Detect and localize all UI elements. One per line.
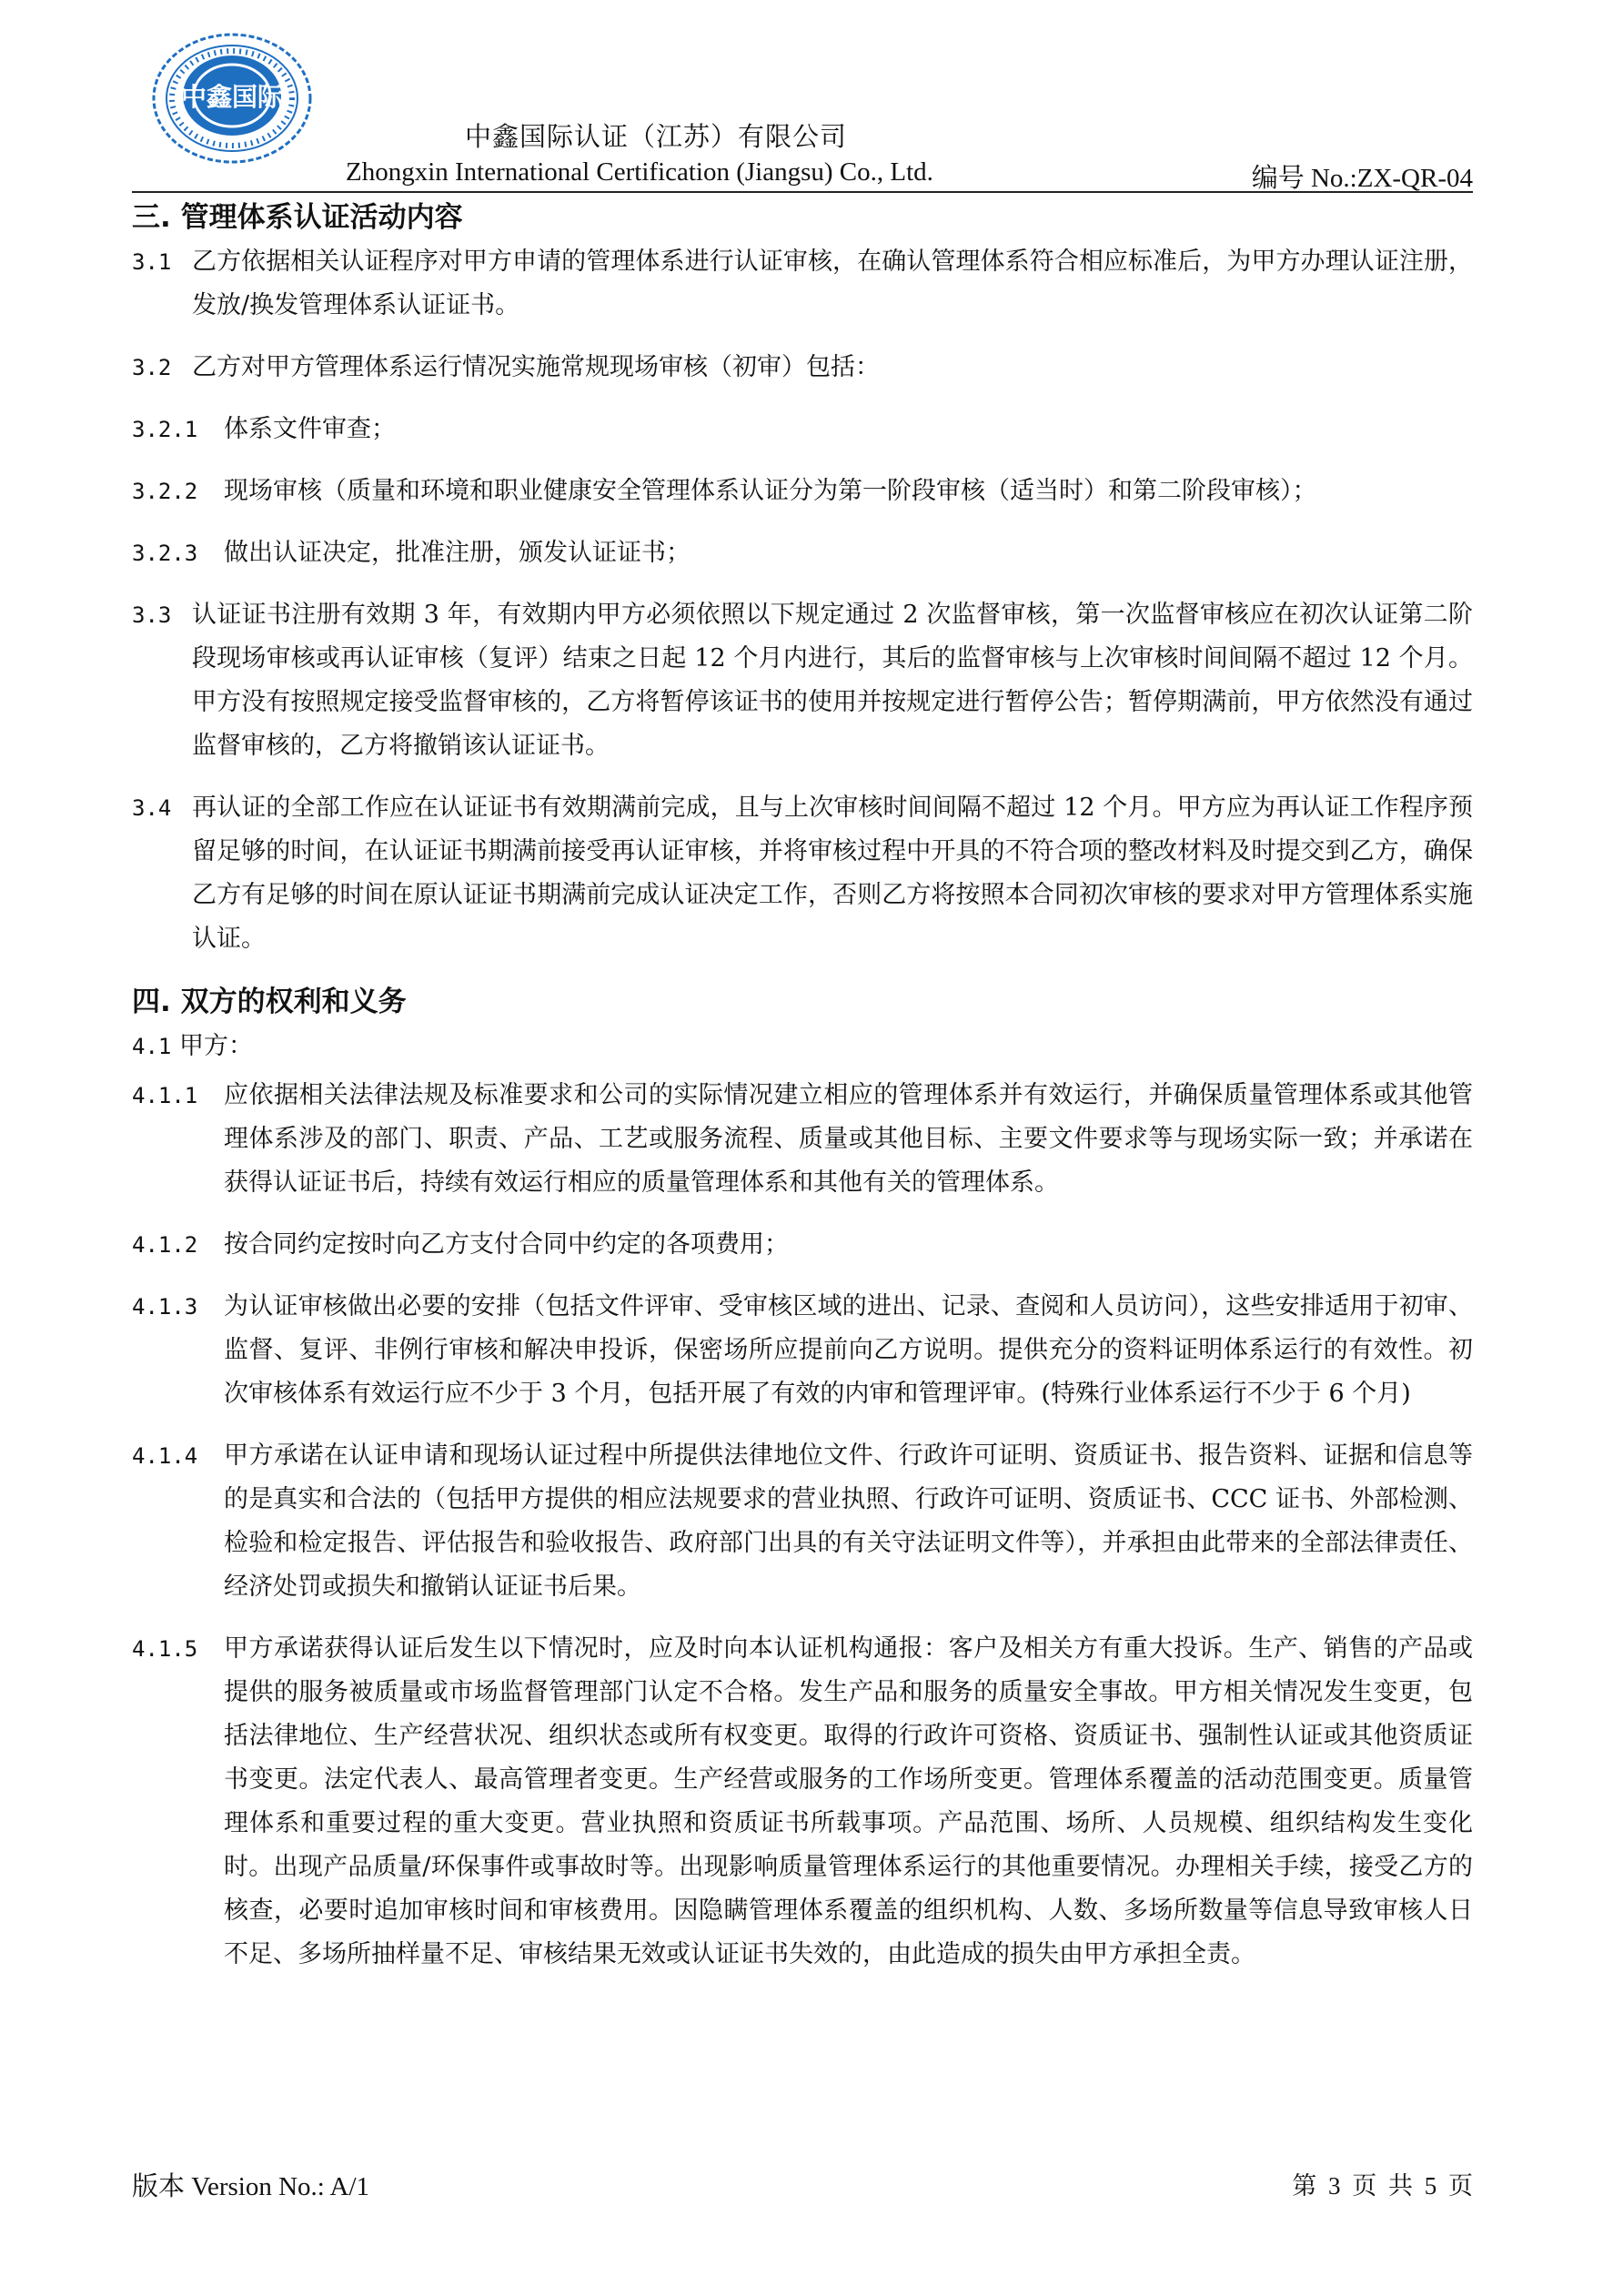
document-body	[132, 195, 1473, 1995]
clause-text: 再认证的全部工作应在认证证书有效期满前完成，且与上次审核时间间隔不超过 12 个月。甲方应为再认证工作程序预留足够的时间，在认证证书期满前接受再认证审核，并将审核过程中开具的不符合项的整改材料及时提交到乙方，确保乙方有足够的时间在原认证证书期满前完成认证决定工作，否则乙方将按照本合同初次审核的要求对甲方管理体系实施认证。	[192, 794, 1473, 953]
logo-text: 中鑫国际	[180, 82, 284, 112]
clause-number: 3.4	[132, 795, 172, 821]
clause-number: 4.1.3	[132, 1294, 198, 1320]
clause-text: 为认证审核做出必要的安排（包括文件评审、受审核区域的进出、记录、查阅和人员访问），这些安排适用于初审、监督、复评、非例行审核和解决申投诉，保密场所应提前向乙方说明。提供充分的资料证明体系运行的有效性。初次审核体系有效运行应不少于 3 个月，包括开展了有效的内审和管理评审。(特殊行业体系运行不少于 6 个月)	[224, 1292, 1473, 1408]
clause-number: 4.1	[132, 1034, 172, 1059]
clause-text: 甲方：	[178, 1032, 253, 1060]
clause-4-1-3	[132, 1285, 1473, 1416]
clause-text: 认证证书注册有效期 3 年，有效期内甲方必须依照以下规定通过 2 次监督审核，第一次监督审核应在初次认证第二阶段现场审核或再认证审核（复评）结束之日起 12 个月内进行，其后的监督审核与上次审核时间间隔不超过 12 个月。甲方没有按照规定接受监督审核的，乙方将暂停该证书的使用并按规定进行暂停公告；暂停期满前，甲方依然没有通过监督审核的，乙方将撤销该认证证书。	[192, 601, 1473, 760]
company-name-cn: 中鑫国际认证（江苏）有限公司	[465, 121, 848, 152]
clause-3-2-3	[132, 531, 1473, 575]
clause-4-1-4	[132, 1434, 1473, 1609]
clause-4-1-5	[132, 1627, 1473, 1977]
clause-4-1-2	[132, 1223, 1473, 1267]
clause-number: 3.2	[132, 355, 172, 380]
clause-4-1	[132, 1025, 1473, 1068]
header-divider	[132, 191, 1473, 193]
clause-3-1	[132, 240, 1473, 328]
clause-text: 现场审核（质量和环境和职业健康安全管理体系认证分为第一阶段审核（适当时）和第二阶段审核）；	[224, 477, 1317, 505]
clause-number: 3.3	[132, 602, 172, 628]
clause-3-2-1	[132, 408, 1473, 451]
company-logo	[148, 30, 317, 167]
clause-number: 4.1.5	[132, 1636, 198, 1662]
page-number: 第 3 页 共 5 页	[1292, 2172, 1473, 2200]
clause-number: 3.1	[132, 249, 172, 275]
clause-number: 4.1.2	[132, 1232, 198, 1258]
clause-3-2	[132, 346, 1473, 389]
clause-number: 4.1.1	[132, 1083, 198, 1108]
clause-text: 甲方承诺获得认证后发生以下情况时，应及时向本认证机构通报：客户及相关方有重大投诉。生产、销售的产品或提供的服务被质量或市场监督管理部门认定不合格。发生产品和服务的质量安全事故。甲方相关情况发生变更，包括法律地位、生产经营状况、组织状态或所有权变更。取得的行政许可资格、资质证书、强制性认证或其他资质证书变更。法定代表人、最高管理者变更。生产经营或服务的工作场所变更。管理体系覆盖的活动范围变更。质量管理体系和重要过程的重大变更。营业执照和资质证书所载事项。产品范围、场所、人员规模、组织结构发生变化时。出现产品质量/环保事件或事故时等。出现影响质量管理体系运行的其他重要情况。办理相关手续，接受乙方的核查，必要时追加审核时间和审核费用。因隐瞒管理体系覆盖的组织机构、人数、多场所数量等信息导致审核人日不足、多场所抽样量不足、审核结果无效或认证证书失效的，由此造成的损失由甲方承担全责。	[224, 1634, 1473, 1968]
clause-number: 4.1.4	[132, 1443, 198, 1469]
clause-number: 3.2.1	[132, 417, 198, 442]
section-4-title: 四. 双方的权利和义务	[132, 986, 407, 1018]
clause-text: 乙方依据相关认证程序对甲方申请的管理体系进行认证审核，在确认管理体系符合相应标准后，为甲方办理认证注册，发放/换发管理体系认证证书。	[192, 248, 1473, 319]
clause-text: 体系文件审查；	[224, 415, 396, 443]
clause-text: 按合同约定按时向乙方支付合同中约定的各项费用；	[224, 1230, 789, 1259]
version-number: 版本 Version No.: A/1	[132, 2172, 370, 2201]
clause-text: 甲方承诺在认证申请和现场认证过程中所提供法律地位文件、行政许可证明、资质证书、报告资料、证据和信息等的是真实和合法的（包括甲方提供的相应法规要求的营业执照、行政许可证明、资质证书、CCC 证书、外部检测、检验和检定报告、评估报告和验收报告、政府部门出具的有关守法证明文件等），并承担由此带来的全部法律责任、经济处罚或损失和撤销认证证书后果。	[224, 1441, 1473, 1601]
document-number: 编号 No.:ZX-QR-04	[1251, 164, 1473, 193]
clause-text: 应依据相关法律法规及标准要求和公司的实际情况建立相应的管理体系并有效运行，并确保质量管理体系或其他管理体系涉及的部门、职责、产品、工艺或服务流程、质量或其他目标、主要文件要求等与现场实际一致；并承诺在获得认证证书后，持续有效运行相应的质量管理体系和其他有关的管理体系。	[224, 1081, 1473, 1197]
clause-text: 乙方对甲方管理体系运行情况实施常规现场审核（初审）包括：	[192, 353, 880, 381]
clause-3-2-2	[132, 470, 1473, 513]
clause-3-4	[132, 786, 1473, 961]
clause-3-3	[132, 593, 1473, 768]
clause-number: 3.2.2	[132, 479, 198, 504]
clause-number: 3.2.3	[132, 541, 198, 566]
section-3-title: 三. 管理体系认证活动内容	[132, 201, 463, 234]
company-name-en: Zhongxin International Certification (Jiangsu) Co., Ltd.	[346, 157, 933, 187]
clause-4-1-1	[132, 1074, 1473, 1205]
clause-text: 做出认证决定，批准注册，颁发认证证书；	[224, 539, 691, 567]
